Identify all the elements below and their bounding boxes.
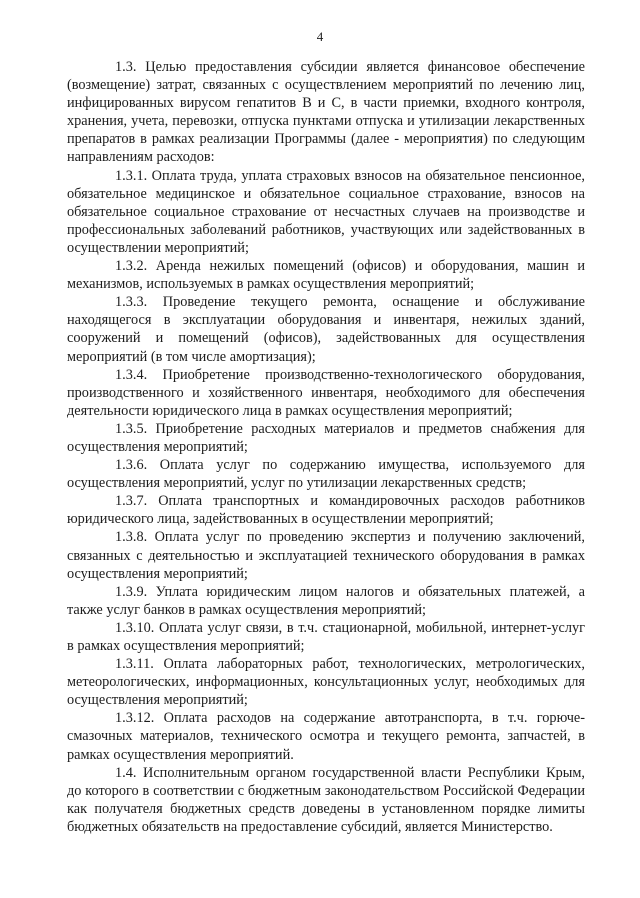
paragraph-1-3-7: 1.3.7. Оплата транспортных и командировочных расходов работников юридического лица, задействованных в осуществлении мероприятий; xyxy=(67,493,585,528)
page-number: 4 xyxy=(316,29,324,44)
paragraph-1-3-1: 1.3.1. Оплата труда, уплата страховых взносов на обязательное пенсионное, обязательное медицинское и обязательное социальное страхование, взносов на обязательное социальное страхование от несчастных случаев на производстве и профессиональных заболеваний работников, участвующих или задействованных в осуществлении мероприятий; xyxy=(67,167,585,256)
paragraph-1-3-11: 1.3.11. Оплата лабораторных работ, технологических, метрологических, метеорологических, информационных, консультационных услуг, необходимых для осуществления мероприятий; xyxy=(67,656,585,709)
paragraph-1-3-9: 1.3.9. Уплата юридическим лицом налогов и обязательных платежей, а также услуг банков в рамках осуществления мероприятий; xyxy=(67,583,585,618)
paragraph-1-3-2: 1.3.2. Аренда нежилых помещений (офисов) и оборудования, машин и механизмов, используемых в рамках осуществления мероприятий; xyxy=(67,258,585,293)
paragraph-1-4: 1.4. Исполнительным органом государственной власти Республики Крым, до которого в соответствии с бюджетным законодательством Российской Федерации как получателя бюджетных средств доведены в установленном порядке лимиты бюджетных обязательств на предоставление субсидий, является Министерство. xyxy=(67,764,585,835)
paragraph-1-3-12: 1.3.12. Оплата расходов на содержание автотранспорта, в т.ч. горюче-смазочных материалов, технического осмотра и текущего ремонта, запчастей, в рамках осуществления мероприятий. xyxy=(67,710,585,763)
document-body xyxy=(67,58,585,836)
paragraph-1-3-5: 1.3.5. Приобретение расходных материалов и предметов снабжения для осуществления мероприятий; xyxy=(67,420,585,455)
paragraph-1-3-4: 1.3.4. Приобретение производственно-технологического оборудования, производственного и хозяйственного инвентаря, необходимого для обеспечения деятельности юридического лица в рамках осуществления мероприятий; xyxy=(67,366,585,419)
paragraph-1-3-6: 1.3.6. Оплата услуг по содержанию имущества, используемого для осуществления мероприятий, услуг по утилизации лекарственных средств; xyxy=(67,457,585,492)
paragraph-1-3-3: 1.3.3. Проведение текущего ремонта, оснащение и обслуживание находящегося в эксплуатации оборудования и инвентаря, нежилых зданий, сооружений и помещений (офисов), задействованных для осуществления мероприятий (в том числе амортизация); xyxy=(67,294,585,365)
paragraph-1-3-10: 1.3.10. Оплата услуг связи, в т.ч. стационарной, мобильной, интернет-услуг в рамках осуществления мероприятий; xyxy=(67,619,585,654)
paragraph-1-3: 1.3. Целью предоставления субсидии является финансовое обеспечение (возмещение) затрат, связанных с осуществлением мероприятий по лечению лиц, инфицированных вирусом гепатитов В и С, в части приемки, входного контроля, хранения, учета, перевозки, отпуска пунктами отпуска и утилизации лекарственных препаратов в рамках реализации Программы (далее - мероприятия) по следующим направлениям расходов: xyxy=(67,59,585,166)
paragraph-1-3-8: 1.3.8. Оплата услуг по проведению экспертиз и получению заключений, связанных с деятельностью и эксплуатацией технического оборудования в рамках осуществления мероприятий; xyxy=(67,529,585,582)
